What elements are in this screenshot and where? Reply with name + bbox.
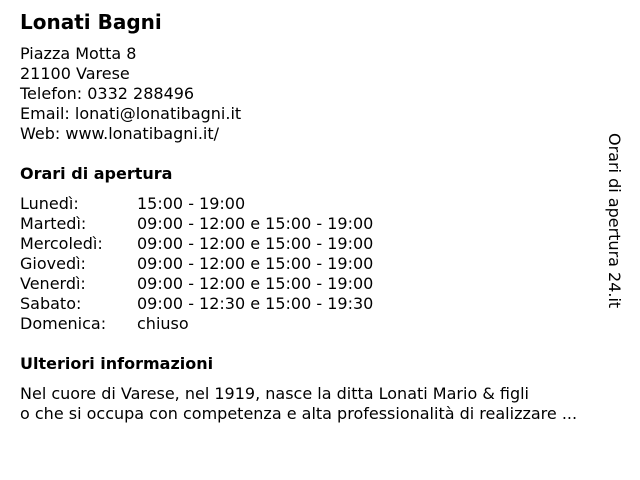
hours-row-sunday xyxy=(20,314,440,334)
day-label: Mercoledì: xyxy=(20,234,103,253)
hours-row-monday xyxy=(20,194,440,214)
address-street: Piazza Motta 8 xyxy=(20,44,137,63)
day-label: Venerdì: xyxy=(20,274,86,293)
time-value: 15:00 - 19:00 xyxy=(137,194,246,213)
day-label: Domenica: xyxy=(20,314,107,333)
time-value: 09:00 - 12:30 e 15:00 - 19:30 xyxy=(137,294,374,313)
description-text xyxy=(20,384,577,424)
email-text: Email: lonati@lonatibagni.it xyxy=(20,104,242,123)
opening-hours-list xyxy=(20,194,440,334)
phone-text: Telefon: 0332 288496 xyxy=(20,84,195,103)
more-info-heading: Ulteriori informazioni xyxy=(20,354,214,373)
time-value: 09:00 - 12:00 e 15:00 - 19:00 xyxy=(137,214,374,233)
time-value: 09:00 - 12:00 e 15:00 - 19:00 xyxy=(137,254,374,273)
hours-row-tuesday xyxy=(20,214,440,234)
website-text: Web: www.lonatibagni.it/ xyxy=(20,124,220,143)
site-watermark: Orari di apertura 24.it xyxy=(605,133,624,309)
day-label: Martedì: xyxy=(20,214,87,233)
address-city: 21100 Varese xyxy=(20,64,130,83)
day-label: Sabato: xyxy=(20,294,82,313)
time-value: chiuso xyxy=(137,314,189,333)
hours-row-saturday xyxy=(20,294,440,314)
time-value: 09:00 - 12:00 e 15:00 - 19:00 xyxy=(137,234,374,253)
contact-block xyxy=(20,44,241,144)
description-line: o che si occupa con competenza e alta professionalità di realizzare ... xyxy=(20,404,578,423)
business-name: Lonati Bagni xyxy=(20,10,162,34)
day-label: Giovedì: xyxy=(20,254,86,273)
opening-hours-heading: Orari di apertura xyxy=(20,164,173,183)
description-line: Nel cuore di Varese, nel 1919, nasce la ditta Lonati Mario & figli xyxy=(20,384,529,403)
hours-row-friday xyxy=(20,274,440,294)
hours-row-wednesday xyxy=(20,234,440,254)
hours-row-thursday xyxy=(20,254,440,274)
day-label: Lunedì: xyxy=(20,194,79,213)
time-value: 09:00 - 12:00 e 15:00 - 19:00 xyxy=(137,274,374,293)
